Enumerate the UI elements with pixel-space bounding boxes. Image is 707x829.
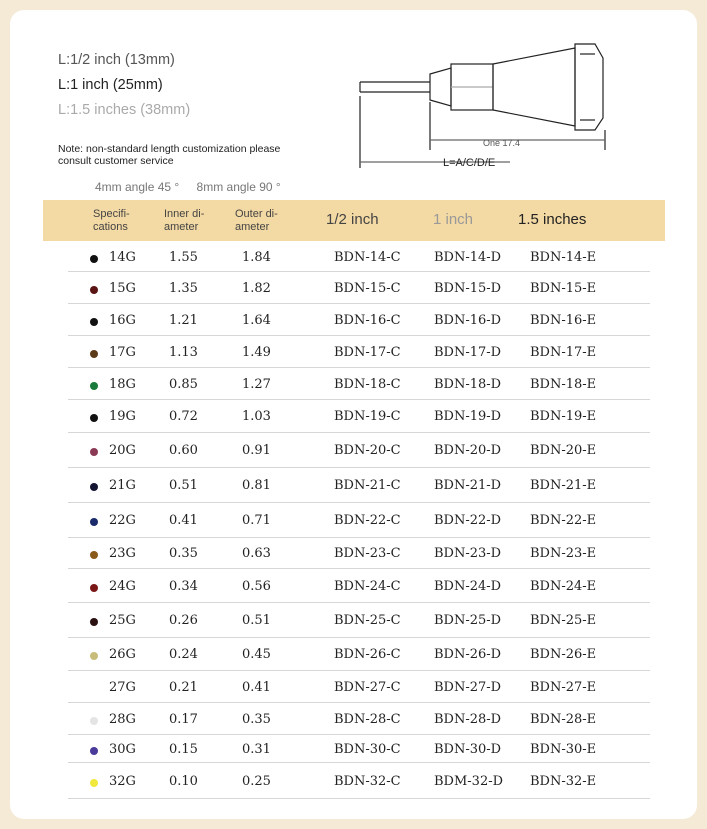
- gauge-color-dot: [90, 286, 98, 294]
- part-one-half-inch-cell: BDN-25-E: [530, 613, 597, 628]
- inner-diameter-cell: 0.17: [169, 712, 198, 727]
- part-half-inch-cell: BDN-25-C: [334, 613, 401, 628]
- outer-diameter-cell: 0.45: [242, 647, 271, 662]
- gauge-cell: 23G: [109, 546, 136, 561]
- outer-diameter-cell: 0.71: [242, 513, 271, 528]
- gauge-color-dot: [90, 551, 98, 559]
- table-row: [68, 506, 650, 538]
- length-options: [58, 52, 190, 127]
- length-half-inch: L:1/2 inch (13mm): [58, 52, 175, 68]
- part-one-inch-cell: BDN-26-D: [434, 647, 502, 662]
- table-row: [68, 436, 650, 468]
- outer-diameter-cell: 0.35: [242, 712, 271, 727]
- outer-diameter-cell: 0.51: [242, 613, 271, 628]
- header-specifications: Specifi- cations: [93, 208, 130, 233]
- part-one-half-inch-cell: BDN-28-E: [530, 712, 597, 727]
- gauge-color-dot: [90, 652, 98, 660]
- gauge-cell: 28G: [109, 712, 136, 727]
- length-one-inch: L:1 inch (25mm): [58, 77, 163, 93]
- header-one-half-inch: 1.5 inches: [518, 211, 587, 228]
- part-half-inch-cell: BDN-14-C: [334, 250, 401, 265]
- inner-diameter-cell: 0.21: [169, 680, 198, 695]
- outer-diameter-cell: 0.91: [242, 443, 271, 458]
- gauge-color-dot: [90, 414, 98, 422]
- inner-diameter-cell: 1.13: [169, 345, 198, 360]
- inner-diameter-cell: 1.55: [169, 250, 198, 265]
- table-row: [68, 766, 650, 799]
- outer-diameter-cell: 0.63: [242, 546, 271, 561]
- outer-diameter-cell: 1.82: [242, 281, 271, 296]
- inner-diameter-cell: 0.72: [169, 409, 198, 424]
- gauge-color-dot: [90, 318, 98, 326]
- part-one-inch-cell: BDN-22-D: [434, 513, 502, 528]
- part-one-inch-cell: BDN-30-D: [434, 742, 502, 757]
- gauge-color-dot: [90, 255, 98, 263]
- gauge-color-dot: [90, 382, 98, 390]
- part-one-inch-cell: BDN-23-D: [434, 546, 502, 561]
- gauge-cell: 16G: [109, 313, 136, 328]
- gauge-cell: 19G: [109, 409, 136, 424]
- part-half-inch-cell: BDN-24-C: [334, 579, 401, 594]
- outer-diameter-cell: 1.03: [242, 409, 271, 424]
- outer-diameter-cell: 1.64: [242, 313, 271, 328]
- part-one-inch-cell: BDN-18-D: [434, 377, 502, 392]
- gauge-cell: 32G: [109, 774, 136, 789]
- gauge-cell: 22G: [109, 513, 136, 528]
- header-outer-diameter: Outer di- ameter: [235, 208, 278, 233]
- gauge-cell: 18G: [109, 377, 136, 392]
- gauge-cell: 20G: [109, 443, 136, 458]
- gauge-color-dot: [90, 747, 98, 755]
- table-row: [68, 245, 650, 272]
- inner-diameter-cell: 0.41: [169, 513, 198, 528]
- part-one-inch-cell: BDN-14-D: [434, 250, 502, 265]
- part-half-inch-cell: BDN-28-C: [334, 712, 401, 727]
- part-one-half-inch-cell: BDN-18-E: [530, 377, 597, 392]
- part-one-inch-cell: BDN-28-D: [434, 712, 502, 727]
- gauge-cell: 15G: [109, 281, 136, 296]
- table-row: [68, 572, 650, 603]
- part-one-half-inch-cell: BDN-32-E: [530, 774, 597, 789]
- header-inner-diameter: Inner di- ameter: [164, 208, 205, 233]
- table-row: [68, 276, 650, 304]
- inner-diameter-cell: 0.34: [169, 579, 198, 594]
- part-one-inch-cell: BDM-32-D: [434, 774, 504, 789]
- angle-4mm: 4mm angle 45 °: [95, 180, 180, 194]
- diagram-dimension-label: One 17.4: [483, 138, 521, 148]
- gauge-cell: 14G: [109, 250, 136, 265]
- gauge-color-dot: [90, 518, 98, 526]
- part-one-inch-cell: BDN-27-D: [434, 680, 502, 695]
- gauge-color-dot: [90, 685, 98, 693]
- part-one-half-inch-cell: BDN-30-E: [530, 742, 597, 757]
- part-one-inch-cell: BDN-21-D: [434, 478, 502, 493]
- length-one-half-inch: L:1.5 inches (38mm): [58, 102, 191, 118]
- outer-diameter-cell: 1.84: [242, 250, 271, 265]
- part-half-inch-cell: BDN-19-C: [334, 409, 401, 424]
- gauge-color-dot: [90, 779, 98, 787]
- table-header: [43, 200, 665, 241]
- gauge-cell: 25G: [109, 613, 136, 628]
- part-one-inch-cell: BDN-20-D: [434, 443, 502, 458]
- table-row: [68, 738, 650, 763]
- table-row: [68, 541, 650, 569]
- part-half-inch-cell: BDN-16-C: [334, 313, 401, 328]
- outer-diameter-cell: 0.56: [242, 579, 271, 594]
- part-one-half-inch-cell: BDN-20-E: [530, 443, 597, 458]
- inner-diameter-cell: 0.60: [169, 443, 198, 458]
- table-row: [68, 706, 650, 735]
- part-one-inch-cell: BDN-15-D: [434, 281, 502, 296]
- table-row: [68, 403, 650, 433]
- needle-diagram: [355, 40, 615, 175]
- part-one-half-inch-cell: BDN-26-E: [530, 647, 597, 662]
- table-row: [68, 339, 650, 368]
- header-half-inch: 1/2 inch: [326, 211, 379, 228]
- table-row: [68, 606, 650, 638]
- part-one-half-inch-cell: BDN-23-E: [530, 546, 597, 561]
- part-half-inch-cell: BDN-30-C: [334, 742, 401, 757]
- part-one-half-inch-cell: BDN-24-E: [530, 579, 597, 594]
- part-one-inch-cell: BDN-24-D: [434, 579, 502, 594]
- inner-diameter-cell: 0.24: [169, 647, 198, 662]
- table-row: [68, 641, 650, 671]
- gauge-cell: 27G: [109, 680, 136, 695]
- gauge-cell: 26G: [109, 647, 136, 662]
- outer-diameter-cell: 0.31: [242, 742, 271, 757]
- gauge-cell: 17G: [109, 345, 136, 360]
- table-row: [68, 471, 650, 503]
- part-half-inch-cell: BDN-20-C: [334, 443, 401, 458]
- part-one-half-inch-cell: BDN-16-E: [530, 313, 597, 328]
- inner-diameter-cell: 0.51: [169, 478, 198, 493]
- outer-diameter-cell: 1.49: [242, 345, 271, 360]
- part-one-inch-cell: BDN-19-D: [434, 409, 502, 424]
- gauge-color-dot: [90, 618, 98, 626]
- outer-diameter-cell: 1.27: [242, 377, 271, 392]
- part-half-inch-cell: BDN-18-C: [334, 377, 401, 392]
- gauge-color-dot: [90, 717, 98, 725]
- inner-diameter-cell: 0.26: [169, 613, 198, 628]
- outer-diameter-cell: 0.25: [242, 774, 271, 789]
- part-one-inch-cell: BDN-25-D: [434, 613, 502, 628]
- part-half-inch-cell: BDN-26-C: [334, 647, 401, 662]
- gauge-color-dot: [90, 584, 98, 592]
- part-one-half-inch-cell: BDN-21-E: [530, 478, 597, 493]
- inner-diameter-cell: 0.35: [169, 546, 198, 561]
- part-half-inch-cell: BDN-23-C: [334, 546, 401, 561]
- part-one-inch-cell: BDN-16-D: [434, 313, 502, 328]
- part-half-inch-cell: BDN-21-C: [334, 478, 401, 493]
- angle-info: [95, 180, 295, 194]
- part-one-half-inch-cell: BDN-17-E: [530, 345, 597, 360]
- inner-diameter-cell: 0.15: [169, 742, 198, 757]
- part-half-inch-cell: BDN-17-C: [334, 345, 401, 360]
- part-one-half-inch-cell: BDN-15-E: [530, 281, 597, 296]
- inner-diameter-cell: 1.35: [169, 281, 198, 296]
- part-one-half-inch-cell: BDN-22-E: [530, 513, 597, 528]
- part-half-inch-cell: BDN-15-C: [334, 281, 401, 296]
- gauge-cell: 30G: [109, 742, 136, 757]
- table-row: [68, 371, 650, 400]
- diagram-length-label: L=A/C/D/E: [443, 157, 496, 169]
- inner-diameter-cell: 0.10: [169, 774, 198, 789]
- inner-diameter-cell: 1.21: [169, 313, 198, 328]
- header-one-inch: 1 inch: [433, 211, 474, 228]
- outer-diameter-cell: 0.81: [242, 478, 271, 493]
- gauge-color-dot: [90, 483, 98, 491]
- part-one-inch-cell: BDN-17-D: [434, 345, 502, 360]
- gauge-color-dot: [90, 350, 98, 358]
- part-half-inch-cell: BDN-32-C: [334, 774, 401, 789]
- part-half-inch-cell: BDN-27-C: [334, 680, 401, 695]
- part-one-half-inch-cell: BDN-19-E: [530, 409, 597, 424]
- outer-diameter-cell: 0.41: [242, 680, 271, 695]
- part-one-half-inch-cell: BDN-14-E: [530, 250, 597, 265]
- customization-note: Note: non-standard length customization please consult customer service: [58, 143, 281, 167]
- gauge-cell: 21G: [109, 478, 136, 493]
- part-one-half-inch-cell: BDN-27-E: [530, 680, 597, 695]
- gauge-cell: 24G: [109, 579, 136, 594]
- inner-diameter-cell: 0.85: [169, 377, 198, 392]
- table-row: [68, 674, 650, 703]
- gauge-color-dot: [90, 448, 98, 456]
- table-row: [68, 307, 650, 336]
- angle-8mm: 8mm angle 90 °: [196, 180, 281, 194]
- part-half-inch-cell: BDN-22-C: [334, 513, 401, 528]
